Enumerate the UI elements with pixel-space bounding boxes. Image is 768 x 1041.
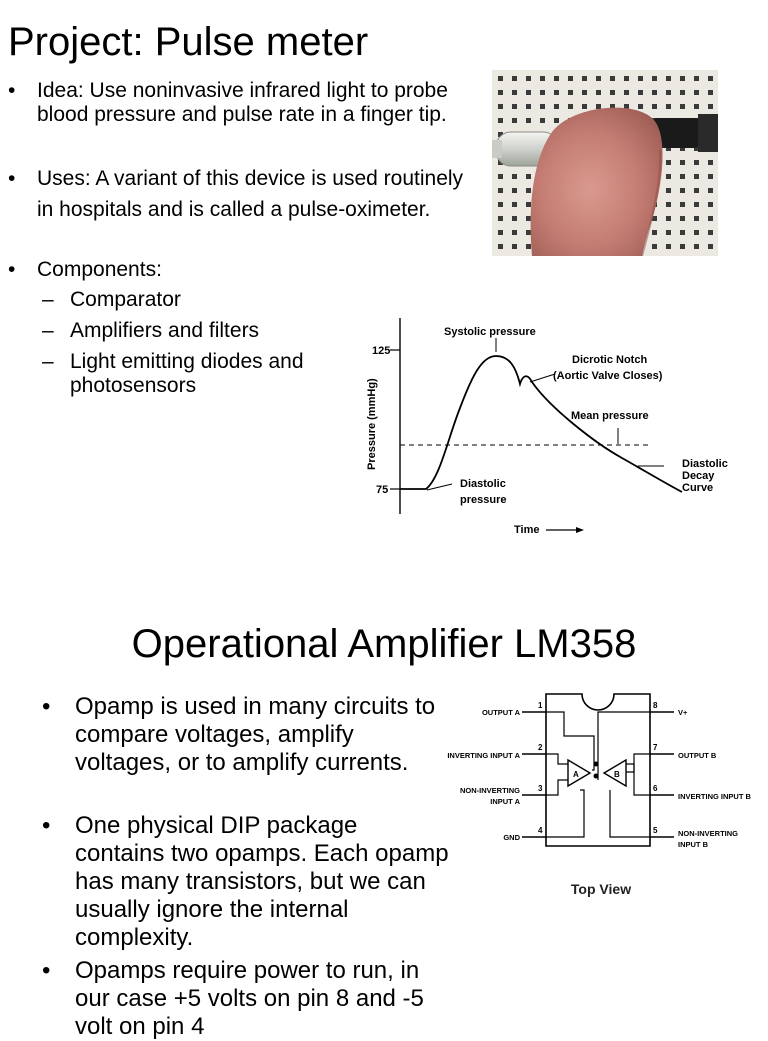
sub-bullet-comparator: [42, 288, 352, 312]
opamp-a-label: A: [573, 770, 579, 779]
pin-3-label-1: NON-INVERTING: [460, 786, 520, 795]
pin-1-number: 1: [538, 701, 543, 710]
tick-label-75: 75: [376, 484, 389, 496]
bullet-text: Uses: A variant of this device is used routinely in hospitals and is called a pulse-oximeter.: [37, 167, 464, 221]
sub-bullet-amplifiers: [42, 319, 352, 343]
y-axis-label: Pressure (mmHg): [366, 378, 378, 470]
junction-dot-bottom: [594, 774, 599, 779]
pin-6-label: INVERTING INPUT B: [678, 792, 751, 801]
bullet-idea: [8, 79, 468, 127]
decay-label-2: Decay: [682, 470, 715, 482]
bullet-text: Opamps require power to run, in our case +5 volts on pin 8 and -5 volt on pin 4: [75, 957, 424, 1040]
pin-3-number: 3: [538, 784, 543, 793]
slide-2-title: Operational Amplifier LM358: [131, 622, 637, 666]
bullet-text: Idea: Use noninvasive infrared light to probe blood pressure and pulse rate in a finger tip.: [37, 79, 448, 126]
x-axis-label: Time: [514, 524, 540, 536]
dicrotic-label-2: (Aortic Valve Closes): [553, 370, 663, 382]
pin-4-number: 4: [538, 826, 543, 835]
bullet-text: Opamp is used in many circuits to compare voltages, amplify voltages, or to amplify currents.: [75, 693, 436, 776]
decay-label-3: Curve: [682, 482, 714, 494]
pin-1-label: OUTPUT A: [481, 708, 520, 717]
pin-4-label: GND: [503, 833, 520, 842]
bullet-dip-package: [42, 812, 452, 952]
pin-2-number: 2: [538, 743, 543, 752]
bullet-glyph: •: [42, 812, 51, 839]
decay-label-1: Diastolic: [682, 458, 728, 470]
mean-label: Mean pressure: [571, 410, 649, 422]
finger-breadboard-photo: [492, 70, 718, 256]
sub-bullet-text: Amplifiers and filters: [70, 319, 260, 342]
pin-8-label: V+: [678, 708, 688, 717]
pin-5-number: 5: [653, 826, 658, 835]
bullet-glyph: •: [8, 79, 16, 102]
pin-7-label: OUTPUT B: [678, 751, 717, 760]
slide-1-title: Project: Pulse meter: [8, 20, 369, 64]
junction-dot-top: [594, 762, 599, 767]
dicrotic-pointer: [530, 374, 555, 382]
sub-bullet-leds: [42, 350, 352, 398]
bullet-text: One physical DIP package contains two opamps. Each opamp has many transistors, but we can usually ignore the internal complexity.: [75, 812, 449, 951]
top-view-caption: Top View: [570, 881, 632, 897]
lm358-pinout-diagram: [434, 690, 768, 904]
bullet-opamp-use: [42, 693, 452, 777]
bullet-glyph: •: [42, 693, 51, 720]
pin-5-label-1: NON-INVERTING: [678, 829, 738, 838]
bullet-glyph: •: [8, 167, 16, 190]
tick-label-125: 125: [372, 345, 391, 357]
systolic-label: Systolic pressure: [444, 326, 536, 338]
pin-5-label-2: INPUT B: [678, 840, 708, 849]
bullet-text: Components:: [37, 258, 162, 281]
dash-glyph: –: [42, 288, 54, 311]
bullet-power: [42, 957, 452, 1041]
sub-bullet-text: Light emitting diodes and photosensors: [70, 350, 304, 397]
diastolic-label-1: Diastolic: [460, 478, 506, 490]
pin-8-number: 8: [653, 701, 658, 710]
dicrotic-label-1: Dicrotic Notch: [572, 354, 648, 366]
bullet-components: [8, 258, 468, 282]
bullet-uses: [8, 163, 468, 225]
pressure-waveform-diagram: [360, 318, 740, 540]
bullet-glyph: •: [42, 957, 51, 984]
dash-glyph: –: [42, 319, 54, 342]
pin-3-label-2: INPUT A: [490, 797, 520, 806]
pin-2-label: INVERTING INPUT A: [447, 751, 520, 760]
time-arrow-head: [576, 527, 584, 533]
photo-illustration: [492, 70, 718, 256]
bullet-glyph: •: [8, 258, 16, 281]
sub-bullet-text: Comparator: [70, 288, 181, 311]
opamp-b-label: B: [614, 770, 620, 779]
pin-6-number: 6: [653, 784, 658, 793]
pin-7-number: 7: [653, 743, 658, 752]
diastolic-label-2: pressure: [460, 494, 507, 506]
dash-glyph: –: [42, 350, 54, 373]
